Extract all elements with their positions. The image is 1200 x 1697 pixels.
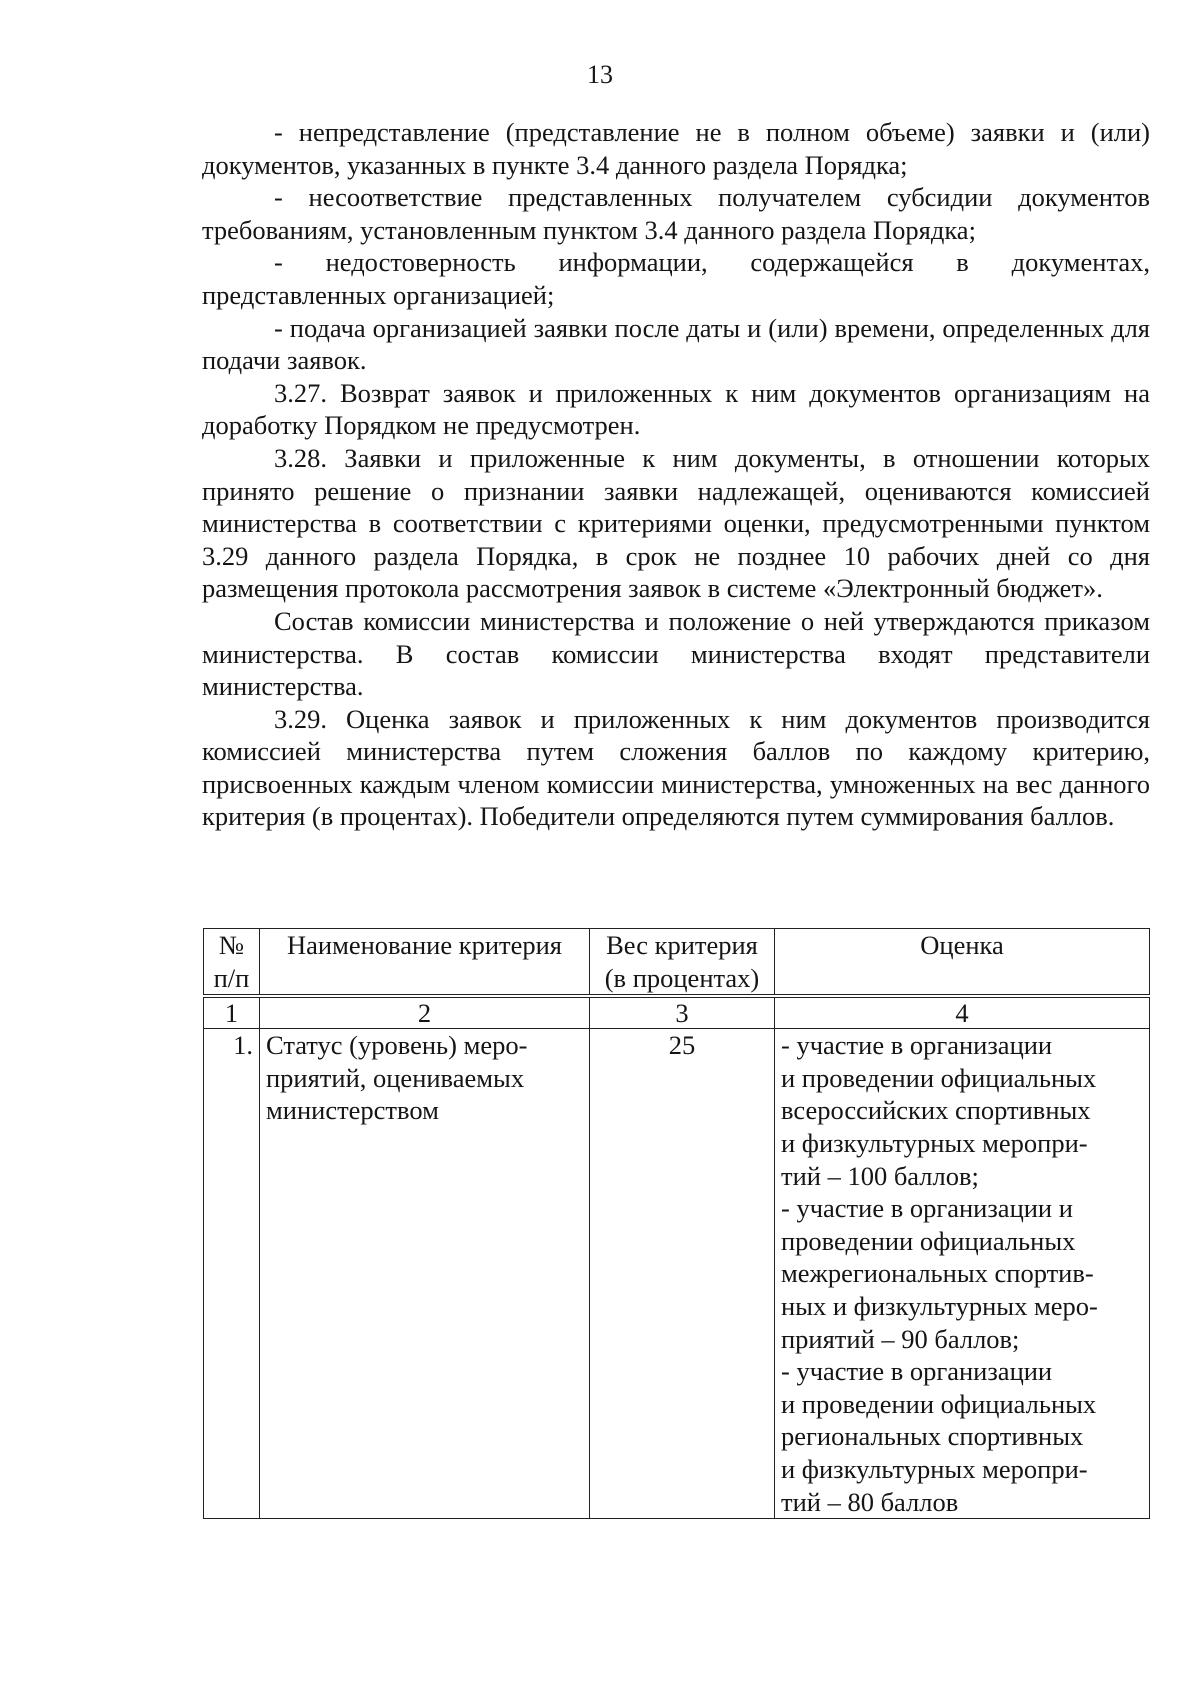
header-number-line2: п/п (213, 962, 250, 993)
score-line: и проведении официальных (781, 1388, 1097, 1419)
paragraph-reject-unreliable: - недостоверность информации, содержащейся в документах, представленных организацией; (202, 247, 1150, 310)
header-weight-line1: Вес критерия (606, 930, 758, 960)
score-line: - участие в организации и (781, 1193, 1073, 1224)
index-cell-4: 4 (775, 996, 1150, 1029)
index-cell-1: 1 (204, 996, 260, 1029)
row-criterion-weight: 25 (590, 1029, 775, 1519)
document-body (202, 116, 1150, 833)
paragraph-3-27: 3.27. Возврат заявок и приложенных к ним документов организациям на доработку Порядком не предусмотрен. (202, 377, 1150, 441)
score-line: - участие в организации (781, 1356, 1053, 1387)
score-line: приятий – 90 баллов; (781, 1323, 1020, 1354)
criterion-name-line: министерством (266, 1095, 439, 1126)
paragraph-reject-late: - подача организацией заявки после даты и (или) времени, определенных для подачи заявок. (202, 312, 1150, 376)
page-number: 13 (587, 60, 613, 89)
score-line: тий – 80 баллов (781, 1486, 959, 1517)
table-index-row (204, 996, 1150, 1029)
header-score: Оценка (775, 929, 1150, 997)
criteria-table-wrapper (203, 928, 1149, 1519)
paragraph-reject-incomplete: - непредставление (представление не в полном объеме) заявки и (или) документов, указанных в пункте 3.4 данного раздела Порядка; (202, 117, 1150, 180)
score-line: тий – 100 баллов; (781, 1160, 979, 1191)
score-line: - участие в организации (781, 1030, 1053, 1061)
index-cell-2: 2 (260, 996, 590, 1029)
paragraph-3-28: 3.28. Заявки и приложенные к ним документы, в отношении которых принято решение о признании заявки надлежащей, оцениваются комиссией министерства в соответствии с критериями оценки, предусмотренными пунктом 3.29 данного раздела Порядка, в срок не позднее 10 рабочих дней со дня размещения протокола рассмотрения заявок в системе «Электронный бюджет». (202, 442, 1150, 604)
table-header-row (204, 929, 1150, 997)
score-line: проведении официальных (781, 1225, 1076, 1256)
table-row (204, 1029, 1150, 1519)
header-weight-line2: (в процентах) (604, 962, 760, 993)
row-score-description (775, 1029, 1150, 1519)
score-line: и проведении официальных (781, 1062, 1097, 1093)
criterion-name-line: Статус (уровень) меро- (266, 1030, 528, 1061)
score-line: региональных спортивных (781, 1421, 1084, 1452)
row-criterion-name (260, 1029, 590, 1519)
header-number (204, 929, 260, 997)
paragraph-3-29: 3.29. Оценка заявок и приложенных к ним документов производится комиссией министерства путем сложения баллов по каждому критерию, присвоенных каждым членом комиссии министерства, умноженных на вес данного критерия (в процентах). Победители определяются путем суммирования баллов. (202, 703, 1150, 832)
criterion-name-line: приятий, оцениваемых (266, 1062, 525, 1093)
row-number: 1. (204, 1029, 260, 1519)
score-line: всероссийских спортивных (781, 1095, 1091, 1126)
index-cell-3: 3 (590, 996, 775, 1029)
score-line: и физкультурных меропри- (781, 1453, 1088, 1484)
score-line: ных и физкультурных меро- (781, 1290, 1098, 1321)
header-criterion-name: Наименование критерия (260, 929, 590, 997)
header-number-line1: № (218, 930, 245, 960)
header-criterion-weight (590, 929, 775, 997)
criteria-table (203, 928, 1150, 1519)
score-line: межрегиональных спортив- (781, 1258, 1094, 1289)
paragraph-reject-mismatch: - несоответствие представленных получателем субсидии документов требованиям, установленным пунктом 3.4 данного раздела Порядка; (202, 182, 1150, 245)
paragraph-commission: Состав комиссии министерства и положение о ней утверждаются приказом министерства. В состав комиссии министерства входят представители министерства. (202, 605, 1150, 702)
score-line: и физкультурных меропри- (781, 1127, 1088, 1158)
